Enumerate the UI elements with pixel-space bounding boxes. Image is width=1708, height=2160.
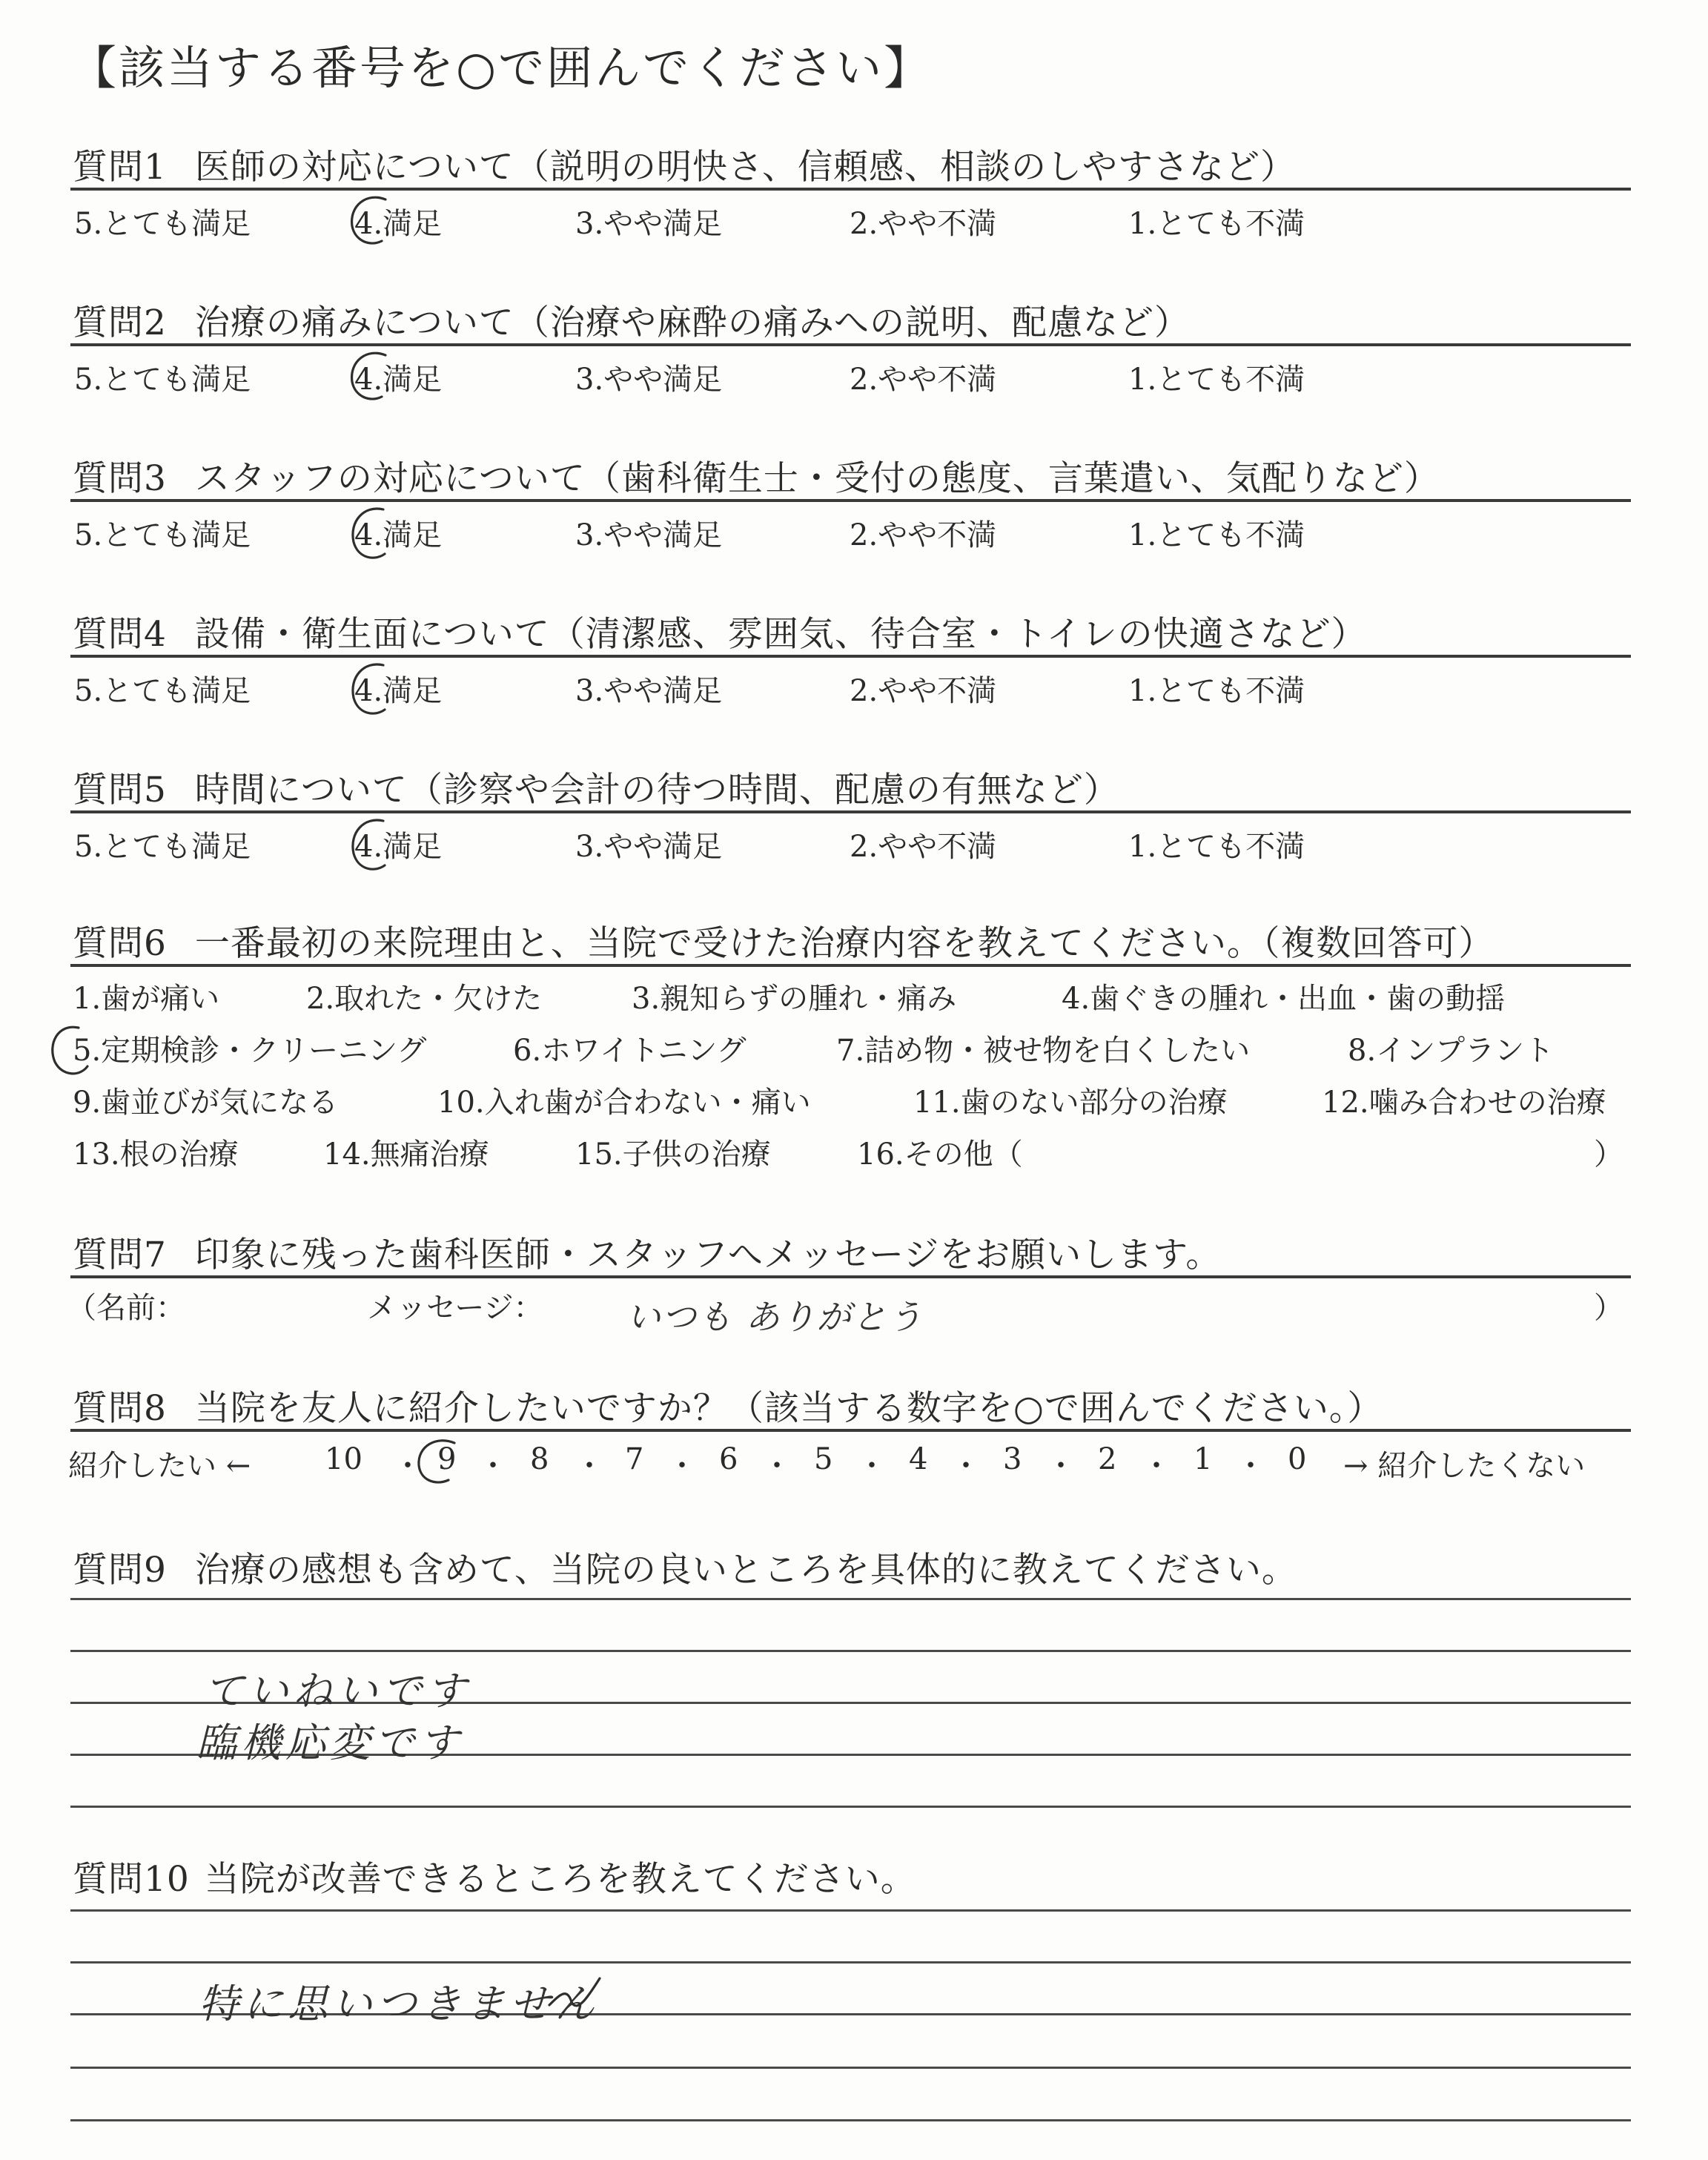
question-text: 治療の痛みについて（治療や麻酔の痛みへの説明、配慮など） [194, 303, 1190, 343]
answer-line [70, 1961, 1631, 1964]
scale-value-1[interactable]: 1 [1194, 1442, 1213, 1476]
question-number: 質問10 [73, 1859, 190, 1900]
question-text: 当院が改善できるところを教えてください。 [204, 1859, 916, 1900]
rating-option-4[interactable]: 4.満足 [354, 830, 443, 864]
reason-option-1[interactable]: 1.歯が痛い [73, 982, 220, 1016]
question-text: スタッフの対応について（歯科衛生士・受付の態度、言葉遣い、気配りなど） [194, 458, 1440, 499]
rating-option-3[interactable]: 3.やや満足 [575, 674, 723, 708]
rating-option-3[interactable]: 3.やや満足 [575, 363, 723, 397]
scale-separator: ・ [1046, 1449, 1076, 1483]
reason-option-14[interactable]: 14.無痛治療 [323, 1137, 489, 1172]
scale-value-3[interactable]: 3 [1003, 1442, 1022, 1476]
question-5-label [73, 762, 1119, 812]
question-rule [70, 1429, 1631, 1432]
message-close-paren: ） [1594, 1291, 1623, 1325]
rating-option-4[interactable]: 4.満足 [354, 363, 443, 397]
rating-option-1[interactable]: 1.とても不満 [1128, 518, 1305, 552]
rating-option-5[interactable]: 5.とても満足 [74, 207, 251, 241]
rating-option-3[interactable]: 3.やや満足 [575, 830, 723, 864]
reason-option-8[interactable]: 8.インプラント [1348, 1034, 1555, 1068]
question-rule [70, 655, 1631, 658]
question-number: 質問1 [73, 147, 167, 188]
question-2-label [73, 295, 1190, 345]
answer-line [70, 2119, 1631, 2121]
question-text: 一番最初の来院理由と、当院で受けた治療内容を教えてください。（複数回答可） [194, 923, 1494, 964]
answer-circle [345, 501, 404, 567]
rating-option-2[interactable]: 2.やや不満 [850, 830, 997, 864]
question-number: 質問7 [73, 1235, 167, 1275]
rating-option-5[interactable]: 5.とても満足 [74, 363, 251, 397]
rating-option-2[interactable]: 2.やや不満 [850, 207, 997, 241]
rating-option-4[interactable]: 4.満足 [354, 207, 443, 241]
rating-option-3[interactable]: 3.やや満足 [575, 518, 723, 552]
rating-option-4[interactable]: 4.満足 [354, 674, 443, 708]
question-number: 質問6 [73, 923, 167, 964]
scale-value-5[interactable]: 5 [814, 1442, 833, 1476]
scale-separator: ・ [762, 1449, 792, 1483]
reason-option-12[interactable]: 12.噛み合わせの治療 [1322, 1086, 1606, 1120]
question-rule [70, 964, 1631, 967]
reason-option-6[interactable]: 6.ホワイトニング [513, 1034, 747, 1068]
rating-option-1[interactable]: 1.とても不満 [1128, 207, 1305, 241]
message-handwritten[interactable]: いつも ありがとう [626, 1297, 924, 1337]
rating-option-1[interactable]: 1.とても不満 [1128, 674, 1305, 708]
scale-value-9[interactable]: 9 [437, 1442, 457, 1476]
name-field-label: （名前： [67, 1291, 185, 1325]
scale-separator: ・ [1142, 1449, 1171, 1483]
scale-separator: ・ [951, 1449, 981, 1483]
answer-circle [345, 345, 404, 408]
reason-option-5[interactable]: 5.定期検診・クリーニング [73, 1034, 427, 1068]
scale-value-10[interactable]: 10 [325, 1442, 363, 1476]
reason-option-7[interactable]: 7.詰め物・被せ物を白くしたい [836, 1034, 1251, 1068]
question-rule [70, 188, 1631, 191]
question-text: 医師の対応について（説明の明快さ、信頼感、相談のしやすさなど） [194, 147, 1297, 188]
answer-circle [411, 1431, 471, 1494]
reason-option-9[interactable]: 9.歯並びが気になる [73, 1086, 339, 1120]
question-rule [70, 343, 1631, 346]
question-1-label [73, 139, 1296, 189]
question-rule [70, 810, 1631, 813]
scale-left-label: 紹介したい ← [68, 1449, 251, 1483]
scale-right-label: → 紹介したくない [1343, 1449, 1586, 1483]
answer-circle [345, 812, 404, 879]
answer-circle [345, 656, 404, 723]
reason-option-2[interactable]: 2.取れた・欠けた [306, 982, 543, 1016]
rating-option-1[interactable]: 1.とても不満 [1128, 363, 1305, 397]
rating-option-5[interactable]: 5.とても満足 [74, 830, 251, 864]
question-text: 時間について（診察や会計の待つ時間、配慮の有無など） [194, 770, 1119, 810]
reason-option-13[interactable]: 13.根の治療 [73, 1137, 239, 1172]
answer-line [70, 1650, 1631, 1652]
rating-option-3[interactable]: 3.やや満足 [575, 207, 723, 241]
question-text: 設備・衛生面について（清潔感、雰囲気、待合室・トイレの快適さなど） [194, 614, 1367, 655]
question-number: 質問9 [73, 1550, 167, 1591]
question-3-label [73, 451, 1440, 501]
rating-option-5[interactable]: 5.とても満足 [74, 518, 251, 552]
scale-value-6[interactable]: 6 [719, 1442, 738, 1476]
scale-separator: ・ [667, 1449, 697, 1483]
scale-separator: ・ [1236, 1449, 1265, 1483]
rating-option-2[interactable]: 2.やや不満 [850, 518, 997, 552]
survey-title: 【該当する番号を○で囲んでください】 [70, 41, 933, 95]
question-number: 質問4 [73, 614, 167, 655]
question-6-label [73, 916, 1494, 965]
reason-option-15[interactable]: 15.子供の治療 [575, 1137, 771, 1172]
improvement-answer-line-1[interactable]: 特に思いつきません [199, 1981, 599, 2027]
question-number: 質問3 [73, 458, 167, 499]
answer-line [70, 1598, 1631, 1600]
rating-option-2[interactable]: 2.やや不満 [850, 363, 997, 397]
answer-line [70, 2067, 1631, 2069]
scale-value-0[interactable]: 0 [1288, 1442, 1307, 1476]
handwritten-flourish [545, 1972, 604, 2017]
reason-option-10[interactable]: 10.入れ歯が合わない・痛い [437, 1086, 811, 1120]
scale-separator: ・ [393, 1449, 423, 1483]
question-number: 質問5 [73, 770, 167, 810]
rating-option-2[interactable]: 2.やや不満 [850, 674, 997, 708]
question-4-label [73, 607, 1367, 656]
scale-separator: ・ [575, 1449, 604, 1483]
rating-option-4[interactable]: 4.満足 [354, 518, 443, 552]
scale-separator: ・ [857, 1449, 887, 1483]
question-text: 印象に残った歯科医師・スタッフへメッセージをお願いします。 [194, 1235, 1222, 1275]
answer-circle [345, 189, 404, 252]
other-close-paren: ） [1594, 1137, 1623, 1172]
rating-option-5[interactable]: 5.とても満足 [74, 674, 251, 708]
question-7-label [73, 1227, 1221, 1277]
good-points-answer-line-2[interactable]: 臨機応変です [196, 1720, 463, 1766]
reason-option-3[interactable]: 3.親知らずの腫れ・痛み [632, 982, 957, 1016]
reason-option-11[interactable]: 11.歯のない部分の治療 [913, 1086, 1228, 1120]
message-field-label: メッセージ： [367, 1291, 543, 1325]
question-rule [70, 1275, 1631, 1278]
scale-value-7[interactable]: 7 [625, 1442, 644, 1476]
scale-value-4[interactable]: 4 [909, 1442, 928, 1476]
good-points-answer-line-1[interactable]: ていねいです [204, 1668, 471, 1714]
question-9-label [73, 1542, 1297, 1592]
scale-value-2[interactable]: 2 [1098, 1442, 1117, 1476]
question-8-label [73, 1381, 1383, 1430]
rating-option-1[interactable]: 1.とても不満 [1128, 830, 1305, 864]
question-10-label [73, 1852, 916, 1901]
question-rule [70, 499, 1631, 502]
answer-circle [46, 1017, 109, 1084]
reason-option-4[interactable]: 4.歯ぐきの腫れ・出血・歯の動揺 [1062, 982, 1506, 1016]
answer-line [70, 1806, 1631, 1808]
question-number: 質問2 [73, 303, 167, 343]
reason-option-16[interactable]: 16.その他（ [857, 1137, 1023, 1172]
question-text: 治療の感想も含めて、当院の良いところを具体的に教えてください。 [194, 1550, 1297, 1591]
scale-separator: ・ [478, 1449, 508, 1483]
question-number: 質問8 [73, 1388, 167, 1429]
question-text: 当院を友人に紹介したいですか？（該当する数字を○で囲んでください。） [194, 1388, 1383, 1429]
scale-value-8[interactable]: 8 [530, 1442, 549, 1476]
answer-line [70, 1909, 1631, 1912]
